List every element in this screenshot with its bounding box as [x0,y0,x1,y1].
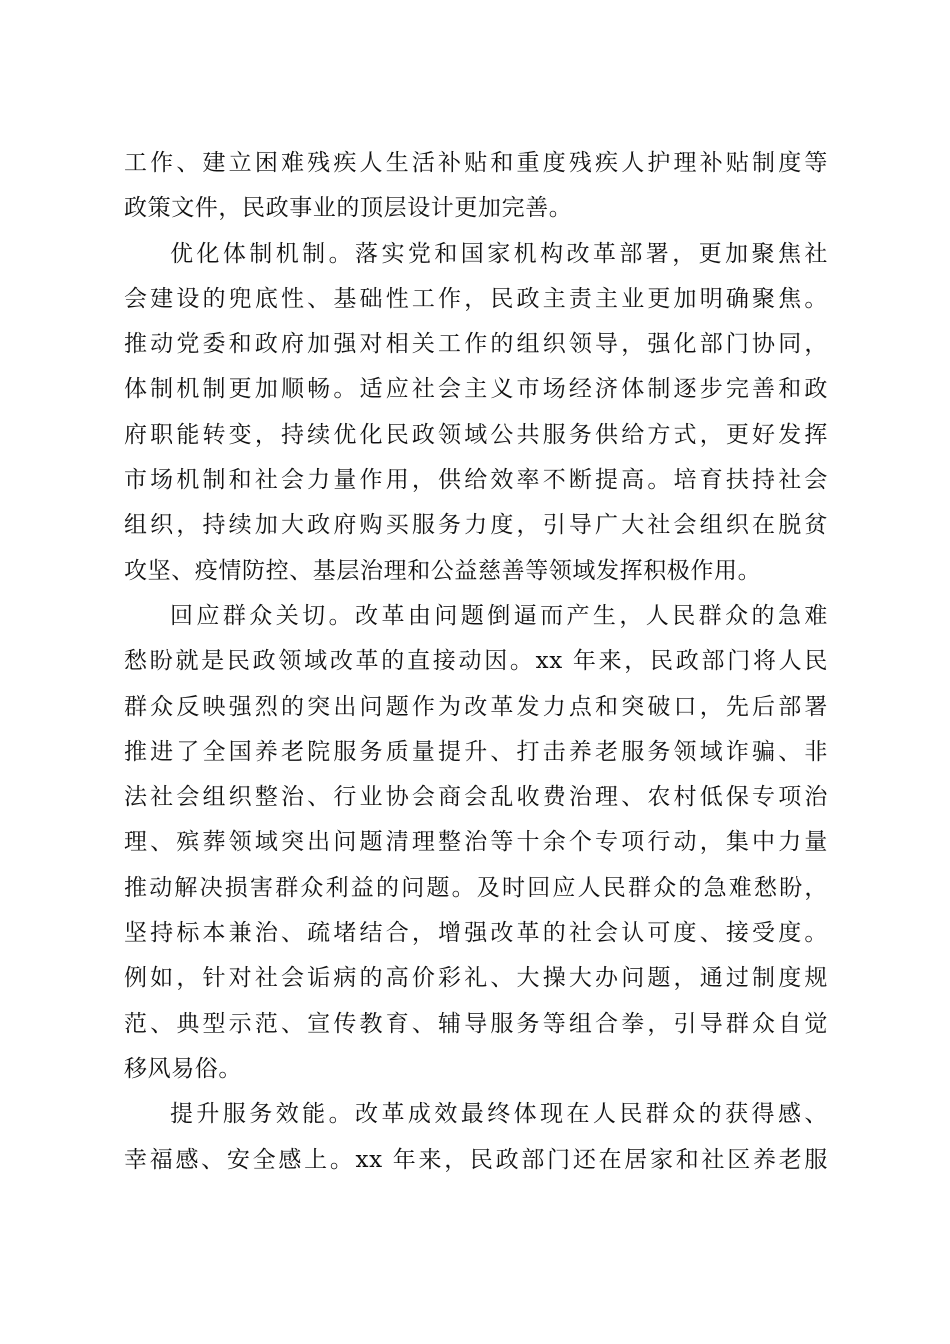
text-line: 政策文件，民政事业的顶层设计更加完善。 [124,195,573,222]
text-line: 例如，针对社会诟病的高价彩礼、大操大办问题，通过制度规 [124,965,828,992]
text-line: 范、典型示范、宣传教育、辅导服务等组合拳，引导群众自觉 [124,1010,828,1037]
text-line: 推动解决损害群众利益的问题。及时回应人民群众的急难愁盼， [124,874,828,901]
text-line: 理、殡葬领域突出问题清理整治等十余个专项行动，集中力量 [124,829,828,856]
text-line: 愁盼就是民政领域改革的直接动因。xx 年来，民政部门将人民 [124,648,828,675]
text-line: 坚持标本兼治、疏堵结合，增强改革的社会认可度、接受度。 [124,920,828,947]
text-line: 会建设的兜底性、基础性工作，民政主责主业更加明确聚焦。 [124,285,828,312]
text-line: 组织，持续加大政府购买服务力度，引导广大社会组织在脱贫 [124,512,828,539]
text-line: 推进了全国养老院服务质量提升、打击养老服务领域诈骗、非 [124,738,828,765]
text-line: 群众反映强烈的突出问题作为改革发力点和突破口，先后部署 [124,693,828,720]
text-line: 攻坚、疫情防控、基层治理和公益慈善等领域发挥积极作用。 [124,557,762,584]
paragraph-heading-line: 回应群众关切。改革由问题倒逼而产生，人民群众的急难 [170,602,828,629]
text-line: 府职能转变，持续优化民政领域公共服务供给方式，更好发挥 [124,421,828,448]
text-line: 市场机制和社会力量作用，供给效率不断提高。培育扶持社会 [124,467,828,494]
body-text [124,141,828,1183]
text-line: 幸福感、安全感上。xx 年来，民政部门还在居家和社区养老服 [124,1146,828,1173]
paragraph-heading-line: 优化体制机制。落实党和国家机构改革部署，更加聚焦社 [170,240,828,267]
text-line: 法社会组织整治、行业协会商会乱收费治理、农村低保专项治 [124,784,828,811]
text-line: 移风易俗。 [124,1055,242,1082]
text-line: 工作、建立困难残疾人生活补贴和重度残疾人护理补贴制度等 [124,150,828,176]
paragraph-heading-line: 提升服务效能。改革成效最终体现在人民群众的获得感、 [170,1101,828,1128]
text-line: 推动党委和政府加强对相关工作的组织领导，强化部门协同， [124,331,828,358]
text-line: 体制机制更加顺畅。适应社会主义市场经济体制逐步完善和政 [124,376,828,403]
